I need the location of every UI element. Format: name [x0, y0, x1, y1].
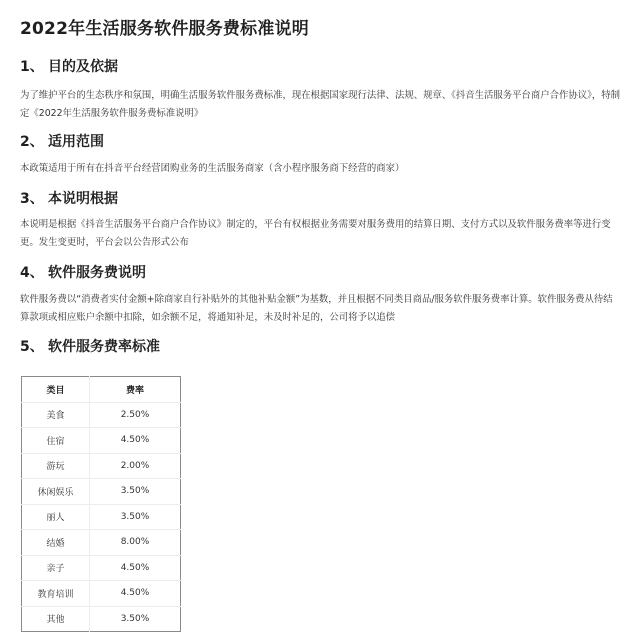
section-title: 软件服务费说明: [48, 265, 146, 281]
table-row: [22, 504, 181, 530]
table-row: [22, 555, 181, 581]
category-cell: 丽人: [22, 504, 90, 530]
section-heading-5: [20, 336, 160, 356]
table-row: [22, 581, 181, 607]
category-cell: 住宿: [22, 428, 90, 454]
category-cell: 教育培训: [22, 581, 90, 607]
section-number: 2、: [20, 134, 44, 150]
table-row: [22, 479, 181, 505]
category-cell: 其他: [22, 606, 90, 632]
rate-cell: 2.00%: [90, 453, 181, 479]
column-header-rate: 费率: [90, 377, 181, 403]
category-cell: 亲子: [22, 555, 90, 581]
table-row: [22, 606, 181, 632]
column-header-category: 类目: [22, 377, 90, 403]
section-title: 目的及依据: [48, 59, 118, 75]
rate-cell: 8.00%: [90, 530, 181, 556]
section-number: 4、: [20, 265, 44, 281]
category-cell: 美食: [22, 402, 90, 428]
section-body-1: 为了维护平台的生态秩序和氛围，明确生活服务软件服务费标准，现在根据国家现行法律、法规、规章、《抖音生活服务平台商户合作协议》，特制定《2022年生活服务软件服务费标准说明》: [20, 90, 620, 119]
section-heading-1: [20, 56, 118, 76]
document-title: 2022年生活服务软件服务费标准说明: [20, 19, 309, 39]
rate-cell: 3.50%: [120, 613, 150, 624]
rate-cell: 2.50%: [90, 402, 181, 428]
table-header-row: [22, 377, 181, 403]
section-title: 本说明根据: [48, 191, 118, 207]
rate-cell: 4.50%: [90, 581, 181, 607]
table-row: [22, 530, 181, 556]
section-number: 1、: [20, 59, 44, 75]
section-number: 5、: [20, 339, 44, 355]
rate-cell: 3.50%: [90, 479, 181, 505]
category-cell: 结婚: [22, 530, 90, 556]
rate-cell: 3.50%: [90, 504, 181, 530]
section-heading-3: [20, 188, 118, 208]
section-heading-2: [20, 131, 104, 151]
table-row: [22, 428, 181, 454]
category-cell: 休闲娱乐: [22, 479, 90, 505]
rate-table: [21, 376, 181, 632]
table-row: [22, 453, 181, 479]
rate-cell: 4.50%: [90, 555, 181, 581]
section-title: 适用范围: [48, 134, 104, 150]
rate-cell: 4.50%: [90, 428, 181, 454]
section-number: 3、: [20, 191, 44, 207]
category-cell: 游玩: [22, 453, 90, 479]
section-body-4: 软件服务费以“消费者实付金额+除商家自行补贴外的其他补贴金额”为基数，并且根据不同类目商品/服务软件服务费率计算。软件服务费从待结算款项或相应账户余额中扣除，如余额不足，将通知补足，未及时补足的，公司将予以追偿: [20, 294, 613, 323]
table-row: [22, 402, 181, 428]
section-heading-4: [20, 262, 146, 282]
section-title: 软件服务费率标准: [48, 339, 160, 355]
section-body-3: 本说明是根据《抖音生活服务平台商户合作协议》制定的，平台有权根据业务需要对服务费用的结算日期、支付方式以及软件服务费率等进行变更。发生变更时，平台会以公告形式公布: [20, 219, 611, 248]
section-body-2: 本政策适用于所有在抖音平台经营团购业务的生活服务商家（含小程序服务商下经营的商家）: [20, 163, 405, 174]
